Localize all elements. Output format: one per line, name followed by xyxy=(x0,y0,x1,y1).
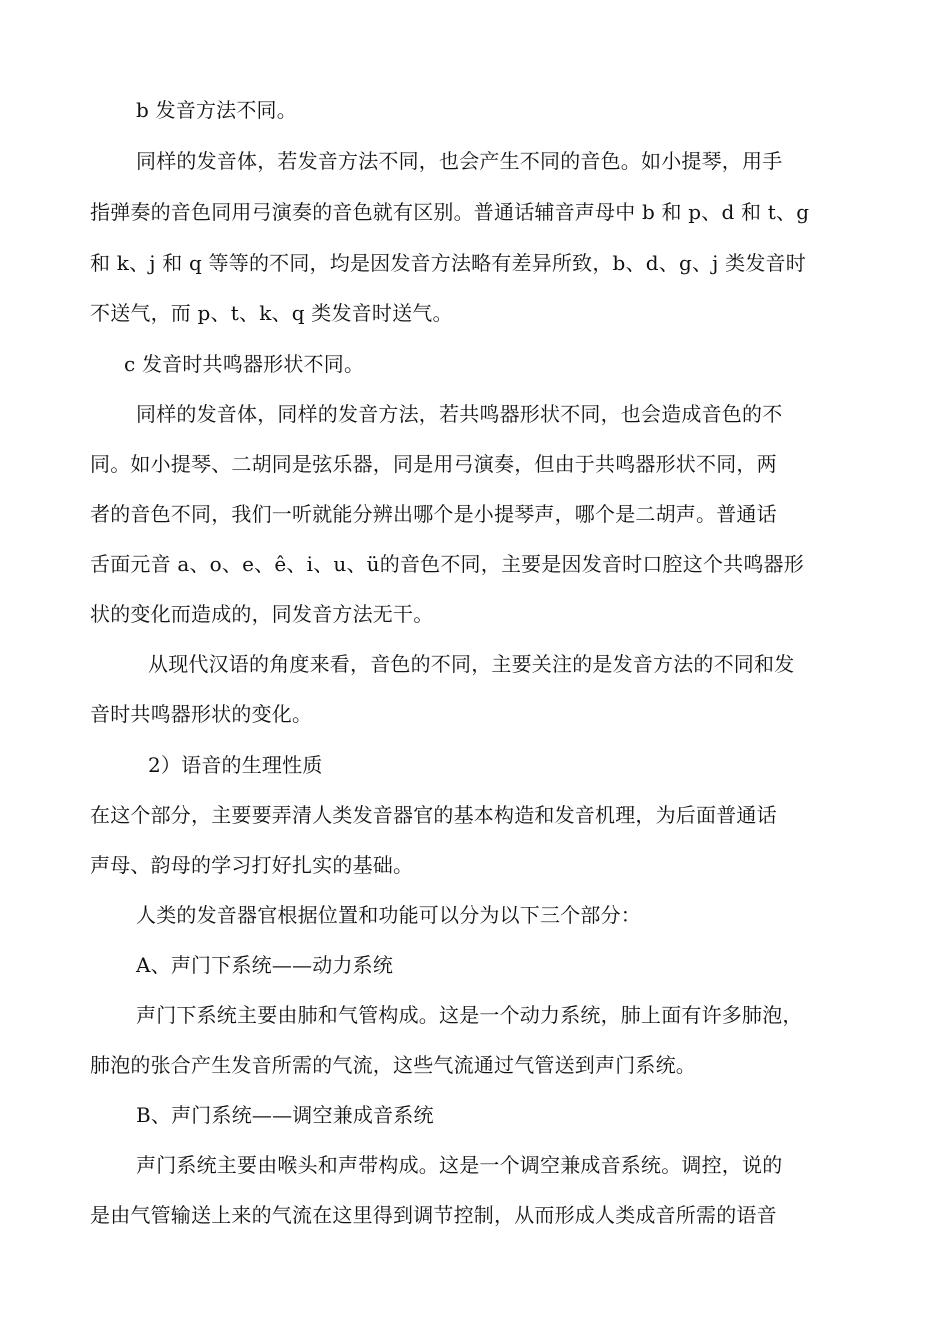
text-line: 在这个部分，主要要弄清人类发音器官的基本构造和发音机理，为后面普通话 xyxy=(90,803,777,827)
text-line: 人类的发音器官根据位置和功能可以分为以下三个部分： xyxy=(136,903,641,927)
text-line: 同。如小提琴、二胡同是弦乐器，同是用弓演奏，但由于共鸣器形状不同，两 xyxy=(90,452,777,476)
text-line: 肺泡的张合产生发音所需的气流，这些气流通过气管送到声门系统。 xyxy=(90,1053,696,1077)
text-line: 同样的发音体，若发音方法不同，也会产生不同的音色。如小提琴，用手 xyxy=(136,149,783,173)
section-heading: 2）语音的生理性质 xyxy=(148,753,323,777)
text-line: 声门下系统主要由肺和气管构成。这是一个动力系统，肺上面有许多肺泡， xyxy=(136,1003,803,1027)
text-line: 声母、韵母的学习打好扎实的基础。 xyxy=(90,853,414,877)
subheading-a: A、声门下系统——动力系统 xyxy=(136,953,394,977)
text-line: 同样的发音体，同样的发音方法，若共鸣器形状不同，也会造成音色的不 xyxy=(136,402,783,426)
text-line: 不送气，而 p、t、k、q 类发音时送气。 xyxy=(90,301,453,325)
text-line: 声门系统主要由喉头和声带构成。这是一个调空兼成音系统。调控，说的 xyxy=(136,1153,783,1177)
text-line: 是由气管输送上来的气流在这里得到调节控制，从而形成人类成音所需的语音 xyxy=(90,1203,777,1227)
text-line: 者的音色不同，我们一听就能分辨出哪个是小提琴声，哪个是二胡声。普通话 xyxy=(90,502,777,526)
subheading-c: c 发音时共鸣器形状不同。 xyxy=(124,352,365,376)
text-line: 音时共鸣器形状的变化。 xyxy=(90,702,313,726)
subheading-b: b 发音方法不同。 xyxy=(136,98,297,122)
text-line: 和 k、j 和 q 等等的不同，均是因发音方法略有差异所致，b、d、g、j 类发音时 xyxy=(90,251,806,275)
text-line: 指弹奏的音色同用弓演奏的音色就有区别。普通话辅音声母中 b 和 p、d 和 t、g xyxy=(90,200,810,224)
text-line: 从现代汉语的角度来看，音色的不同，主要关注的是发音方法的不同和发 xyxy=(148,652,795,676)
text-line: 舌面元音 a、o、e、ê、i、u、ü的音色不同，主要是因发音时口腔这个共鸣器形 xyxy=(90,552,804,576)
text-line: 状的变化而造成的，同发音方法无干。 xyxy=(90,602,434,626)
subheading-b-system: B、声门系统——调空兼成音系统 xyxy=(136,1103,434,1127)
